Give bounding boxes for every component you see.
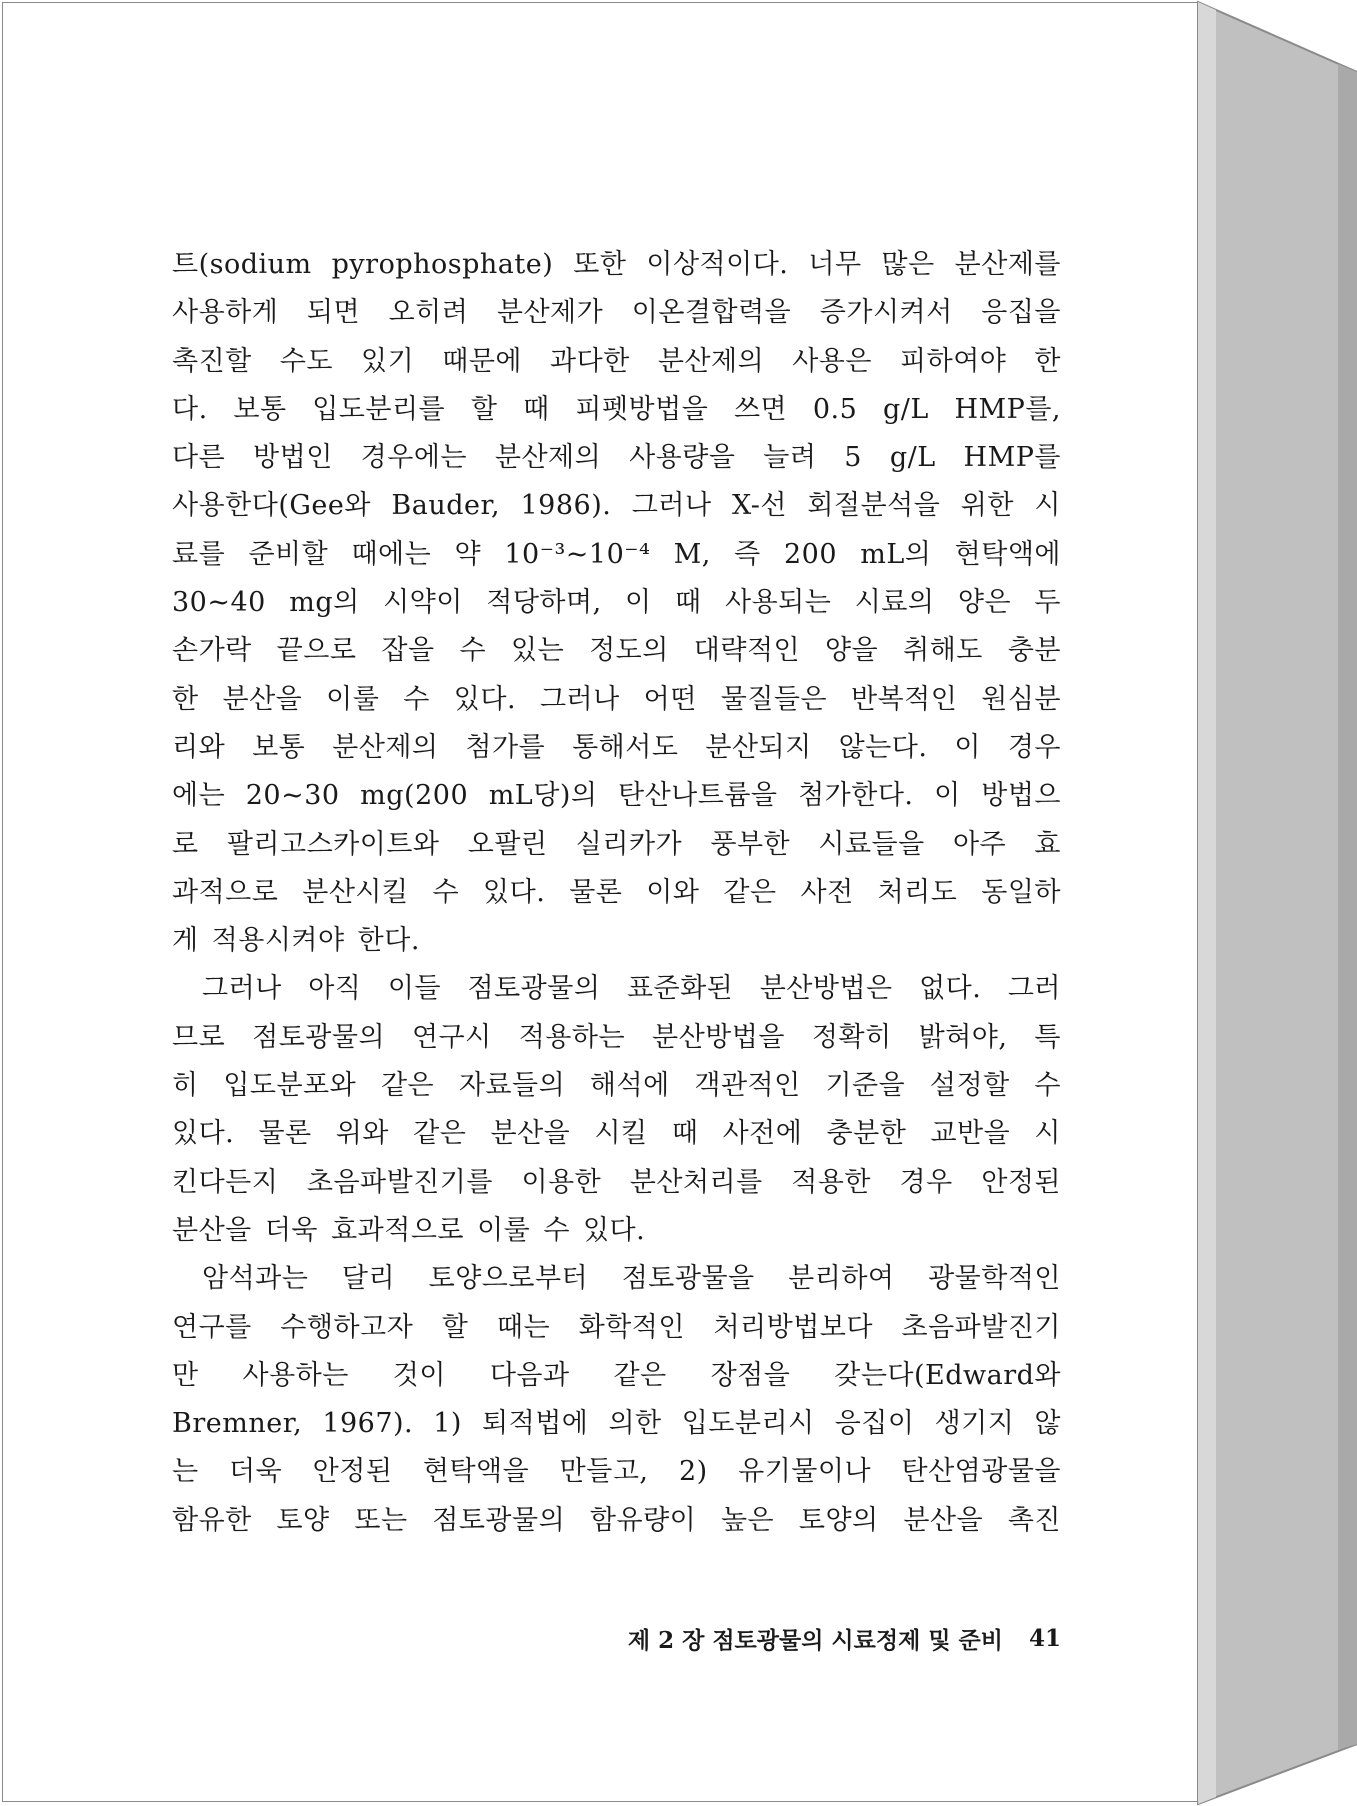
text-line bbox=[172, 241, 1061, 289]
text-line bbox=[172, 1304, 1061, 1352]
text-line bbox=[172, 289, 1061, 337]
text-line bbox=[172, 869, 1061, 917]
line-text: 로 팔리고스카이트와 오팔린 실리카가 풍부한 시료들을 아주 효 bbox=[172, 828, 1061, 860]
line-text: 므로 점토광물의 연구시 적용하는 분산방법을 정확히 밝혀야, 특 bbox=[172, 1021, 1061, 1053]
text-line bbox=[172, 1352, 1061, 1400]
text-line bbox=[172, 531, 1061, 579]
text-line bbox=[172, 1497, 1061, 1545]
line-text: 손가락 끝으로 잡을 수 있는 정도의 대략적인 양을 취해도 충분 bbox=[172, 635, 1061, 667]
text-line bbox=[172, 965, 1061, 1013]
text-line bbox=[172, 724, 1061, 772]
text-line bbox=[172, 482, 1061, 530]
line-text: 다. 보통 입도분리를 할 때 피펫방법을 쓰면 0.5 g/L HMP를, bbox=[172, 393, 1061, 425]
page-number: 41 bbox=[1028, 1624, 1061, 1652]
text-line bbox=[172, 917, 1061, 965]
line-text: 사용한다(Gee와 Bauder, 1986). 그러나 X-선 회절분석을 위한 시 bbox=[172, 490, 1061, 522]
text-line bbox=[172, 772, 1061, 820]
text-line bbox=[172, 676, 1061, 724]
line-text: 킨다든지 초음파발진기를 이용한 분산처리를 적용한 경우 안정된 bbox=[172, 1166, 1061, 1198]
line-text: 연구를 수행하고자 할 때는 화학적인 처리방법보다 초음파발진기 bbox=[172, 1311, 1061, 1343]
text-line bbox=[172, 338, 1061, 386]
chapter-title: 제 2 장 점토광물의 시료정제 및 준비 bbox=[627, 1626, 1003, 1654]
line-text: 암석과는 달리 토양으로부터 점토광물을 분리하여 광물학적인 bbox=[202, 1263, 1061, 1295]
text-line bbox=[172, 579, 1061, 627]
text-line bbox=[172, 1207, 1061, 1255]
line-text: 에는 20~30 mg(200 mL당)의 탄산나트륨을 첨가한다. 이 방법으 bbox=[172, 780, 1061, 812]
text-line bbox=[172, 434, 1061, 482]
line-text: 그러나 아직 이들 점토광물의 표준화된 분산방법은 없다. 그러 bbox=[202, 973, 1061, 1005]
text-line bbox=[172, 1159, 1061, 1207]
text-line bbox=[172, 1110, 1061, 1158]
line-text: 다른 방법인 경우에는 분산제의 사용량을 늘려 5 g/L HMP를 bbox=[172, 442, 1061, 474]
line-text: 게 적용시켜야 한다. bbox=[172, 925, 420, 957]
text-line bbox=[172, 627, 1061, 675]
line-text: 함유한 토양 또는 점토광물의 함유량이 높은 토양의 분산을 촉진 bbox=[172, 1504, 1061, 1536]
line-text: 히 입도분포와 같은 자료들의 해석에 객관적인 기준을 설정할 수 bbox=[172, 1070, 1061, 1102]
line-text: 트(sodium pyrophosphate) 또한 이상적이다. 너무 많은 분산제를 bbox=[172, 249, 1061, 280]
line-text: 촉진할 수도 있기 때문에 과다한 분산제의 사용은 피하여야 한 bbox=[172, 345, 1061, 377]
line-text: 과적으로 분산시킬 수 있다. 물론 이와 같은 사전 처리도 동일하 bbox=[172, 876, 1061, 908]
running-footer bbox=[560, 1618, 1061, 1658]
line-text: 료를 준비할 때에는 약 10⁻³~10⁻⁴ M, 즉 200 mL의 현탁액에 bbox=[172, 538, 1061, 570]
text-line bbox=[172, 1448, 1061, 1496]
text-line bbox=[172, 821, 1061, 869]
line-text: 있다. 물론 위와 같은 분산을 시킬 때 사전에 충분한 교반을 시 bbox=[172, 1118, 1061, 1150]
line-text: 분산을 더욱 효과적으로 이룰 수 있다. bbox=[172, 1214, 646, 1246]
line-text: Bremner, 1967). 1) 퇴적법에 의한 입도분리시 응집이 생기지 않 bbox=[172, 1408, 1061, 1440]
body-text bbox=[172, 241, 1061, 1545]
text-line bbox=[172, 1062, 1061, 1110]
line-text: 는 더욱 안정된 현탁액을 만들고, 2) 유기물이나 탄산염광물을 bbox=[172, 1456, 1061, 1488]
text-line bbox=[172, 1014, 1061, 1062]
line-text: 리와 보통 분산제의 첨가를 통해서도 분산되지 않는다. 이 경우 bbox=[172, 731, 1061, 763]
text-line bbox=[172, 1400, 1061, 1448]
line-text: 사용하게 되면 오히려 분산제가 이온결합력을 증가시켜서 응집을 bbox=[172, 297, 1061, 329]
line-text: 30~40 mg의 시약이 적당하며, 이 때 사용되는 시료의 양은 두 bbox=[172, 587, 1061, 619]
text-line bbox=[172, 1255, 1061, 1303]
line-text: 만 사용하는 것이 다음과 같은 장점을 갖는다(Edward와 bbox=[172, 1359, 1061, 1391]
text-line bbox=[172, 386, 1061, 434]
line-text: 한 분산을 이룰 수 있다. 그러나 어떤 물질들은 반복적인 원심분 bbox=[172, 683, 1061, 715]
